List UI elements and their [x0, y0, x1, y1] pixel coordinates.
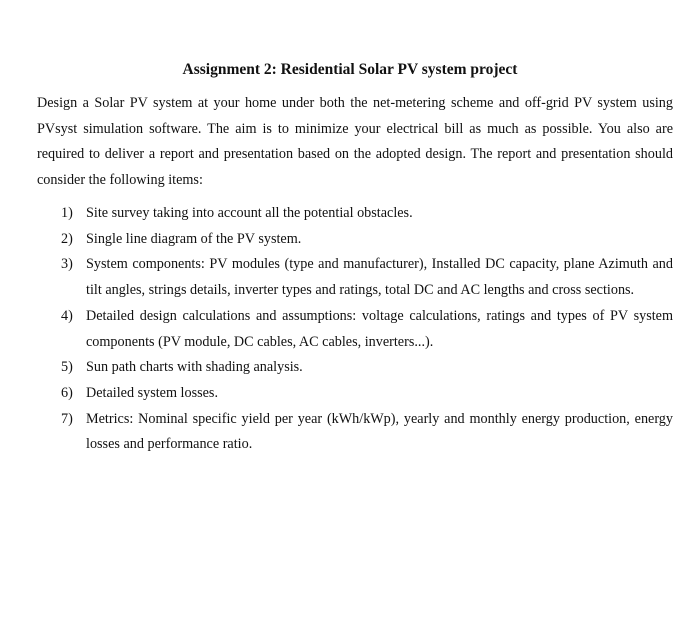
list-item-text: System components: PV modules (type and manufacturer), Installed DC capacity, plane Azimuth and tilt angles, strings details, inverter types and ratings, total DC and AC lengths and cross sections. — [86, 256, 673, 299]
intro-paragraph: Design a Solar PV system at your home under both the net-metering scheme and off-grid PV system using PVsyst simulation software. The aim is to minimize your electrical bill as much as possible. You also are required to deliver a report and presentation based on the adopted design. The report and presentation should consider the following items: — [37, 95, 673, 188]
list-item-number: 3) — [61, 256, 73, 273]
list-item — [37, 227, 673, 253]
list-item — [37, 304, 673, 355]
document-title: Assignment 2: Residential Solar PV system project — [182, 61, 518, 78]
list-item-text: Site survey taking into account all the potential obstacles. — [86, 205, 413, 221]
list-item-number: 4) — [61, 307, 73, 324]
list-item-text: Sun path charts with shading analysis. — [86, 359, 303, 376]
list-item-text: Metrics: Nominal specific yield per year (kWh/kWp), yearly and monthly energy production, energy losses and performance ratio. — [86, 410, 673, 453]
list-item-number: 2) — [61, 230, 73, 247]
list-item — [37, 201, 673, 227]
list-item-number: 5) — [61, 359, 73, 376]
list-item-text: Single line diagram of the PV system. — [86, 230, 302, 247]
list-item-number: 1) — [61, 205, 73, 221]
list-item — [37, 381, 673, 407]
list-item — [37, 407, 673, 458]
list-item-text: Detailed design calculations and assumptions: voltage calculations, ratings and types of PV system components (PV module, DC cables, AC cables, inverters...). — [86, 307, 673, 350]
list-item-text: Detailed system losses. — [86, 384, 219, 401]
list-item-number: 6) — [61, 384, 73, 401]
list-item — [37, 252, 673, 303]
requirements-list — [37, 201, 673, 458]
list-item-number: 7) — [61, 410, 73, 427]
list-item — [37, 355, 673, 381]
